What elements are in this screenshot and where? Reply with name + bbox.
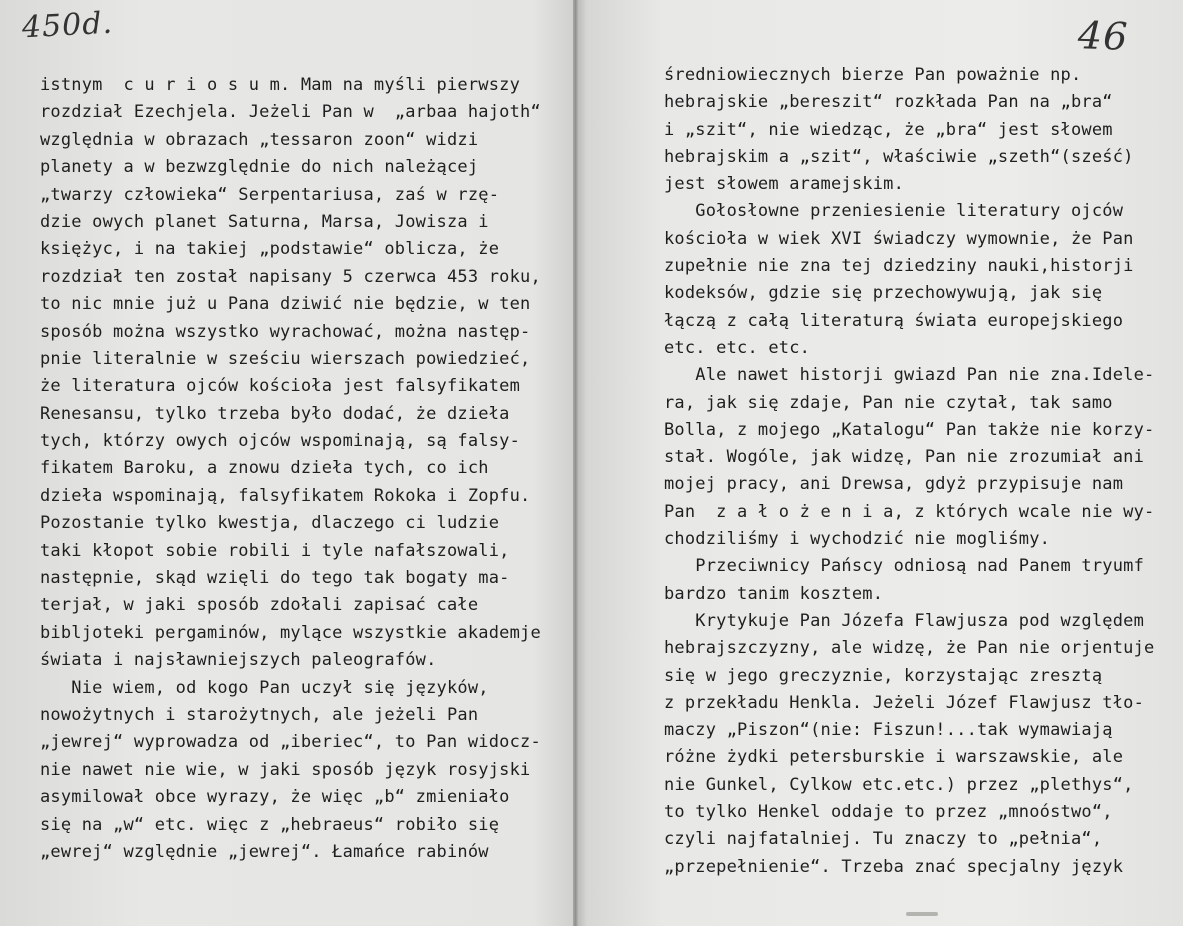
text-line: dzieła wspominają, falsyfikatem Rokoka i Zopfu.	[40, 485, 531, 506]
text-line: fikatem Baroku, a znowu dzieła tych, co ich	[40, 458, 489, 479]
text-line: czyli najfatalniej. Tu znaczy to „pełnia“,	[664, 829, 1103, 850]
left-page-text	[40, 72, 580, 866]
text-line: bardzo tanim kosztem.	[664, 583, 884, 604]
text-line: Krytykuje Pan Józefa Flawjusza pod względem	[664, 610, 1145, 631]
text-line: względnia w obrazach „tessaron zoon“ widzi	[40, 129, 479, 150]
paper-smudge	[906, 912, 938, 916]
text-line: taki kłopot sobie robili i tyle nafałszowali,	[40, 540, 510, 561]
text-line: Gołosłowne przeniesienie literatury ojców	[664, 201, 1124, 222]
text-line: kościoła w wiek XVI świadczy wymownie, że Pan	[664, 228, 1134, 249]
text-line: ra, jak się zdaje, Pan nie czytał, tak samo	[664, 392, 1113, 413]
text-line: stał. Wogóle, jak widzę, Pan nie zrozumiał ani	[664, 447, 1145, 468]
text-line: Bolla, z mojego „Katalogu“ Pan także nie korzy-	[664, 419, 1155, 440]
text-line: sposób można wszystko wyrachować, można następ-	[40, 321, 531, 342]
text-line: różne żydki petersburskie i warszawskie, ale	[664, 747, 1124, 768]
text-line: łączą z całą literaturą świata europejskiego	[664, 310, 1124, 331]
text-line: rozdział Ezechjela. Jeżeli Pan w „arbaa hajoth“	[40, 102, 541, 123]
page-number-handwritten: 46	[1077, 13, 1130, 59]
right-page-text	[664, 62, 1179, 881]
text-line: maczy „Piszon“(nie: Fiszun!...tak wymawiają	[664, 720, 1113, 741]
text-line: pnie literalnie w sześciu wierszach powiedzieć,	[40, 348, 531, 369]
text-line: się na „w“ etc. więc z „hebraeus“ robiło się	[40, 814, 500, 835]
text-line: hebrajskie „bereszit“ rozkłada Pan na „bra“	[664, 92, 1113, 113]
text-line: hebrajszczyzny, ale widzę, że Pan nie orjentuje	[664, 638, 1155, 659]
text-line: Nie wiem, od kogo Pan uczył się języków,	[40, 677, 489, 698]
text-line: dzie owych planet Saturna, Marsa, Jowisza i	[40, 211, 489, 232]
text-line: chodziliśmy i wychodzić nie mogliśmy.	[664, 529, 1051, 550]
text-line: asymilował obce wyrazy, że więc „b“ zmieniało	[40, 787, 510, 808]
text-line: Przeciwnicy Pańscy odniosą nad Panem tryumf	[664, 556, 1145, 577]
text-line: następnie, skąd wzięli do tego tak bogaty ma-	[40, 568, 510, 589]
text-line: że literatura ojców kościoła jest falsyfikatem	[40, 376, 521, 397]
text-line: rozdział ten został napisany 5 czerwca 453 roku,	[40, 266, 541, 287]
text-line: średniowiecznych bierze Pan poważnie np.	[664, 65, 1082, 85]
text-line: planety a w bezwzględnie do nich należącej	[40, 157, 479, 178]
text-line: etc. etc. etc.	[664, 337, 811, 358]
text-line: jest słowem aramejskim.	[664, 174, 905, 195]
text-line: hebrajskim a „szit“, właściwie „szeth“(sześć)	[664, 146, 1134, 167]
right-page	[578, 0, 1183, 926]
text-line: to nic mnie już u Pana dziwić nie będzie, w ten	[40, 294, 531, 315]
text-line: zupełnie nie zna tej dziedziny nauki,historji	[664, 256, 1134, 277]
left-page	[0, 0, 573, 926]
text-line: terjał, w jaki sposób zdołali zapisać całe	[40, 595, 479, 616]
text-line: tych, którzy owych ojców wspominają, są falsy-	[40, 431, 521, 452]
text-line: księżyc, i na takiej „podstawie“ oblicza, że	[40, 239, 500, 260]
text-line: „jewrej“ wyprowadza od „iberiec“, to Pan widocz-	[40, 732, 541, 753]
text-line: bibljoteki pergaminów, mylące wszystkie akademje	[40, 622, 541, 643]
text-line: „twarzy człowieka“ Serpentariusa, zaś w rzę-	[40, 184, 500, 205]
text-line: istnym c u r i o s u m. Mam na myśli pierwszy	[40, 75, 521, 95]
text-line: „ewrej“ względnie „jewrej“. Łamańce rabinów	[40, 841, 489, 862]
text-line: mojej pracy, ani Drewsa, gdyż przypisuje nam	[664, 474, 1124, 495]
text-line: się w jego greczyznie, korzystając zresztą	[664, 665, 1103, 686]
text-line: i „szit“, nie wiedząc, że „bra“ jest słowem	[664, 119, 1113, 140]
text-line: Pan z a ł o ż e n i a, z których wcale nie wy-	[664, 501, 1155, 522]
text-line: nie nawet nie wie, w jaki sposób język rosyjski	[40, 759, 531, 780]
text-line: Ale nawet historji gwiazd Pan nie zna.Idele-	[664, 365, 1155, 386]
text-line: z przekładu Henkla. Jeżeli Józef Flawjusz tło-	[664, 692, 1145, 713]
text-line: to tylko Henkel oddaje to przez „mnoóstwo“,	[664, 802, 1113, 823]
text-line: nowożytnych i starożytnych, ale jeżeli Pan	[40, 704, 479, 725]
text-line: Renesansu, tylko trzeba było dodać, że dzieła	[40, 403, 510, 424]
page-number-handwritten: 450d.	[21, 5, 114, 46]
text-line: Pozostanie tylko kwestja, dlaczego ci ludzie	[40, 513, 500, 534]
text-line: nie Gunkel, Cylkow etc.etc.) przez „plethys“,	[664, 774, 1134, 795]
text-line: „przepełnienie“. Trzeba znać specjalny język	[664, 856, 1124, 877]
text-line: kodeksów, gdzie się przechowywują, jak się	[664, 283, 1103, 304]
text-line: świata i najsławniejszych paleografów.	[40, 650, 437, 671]
